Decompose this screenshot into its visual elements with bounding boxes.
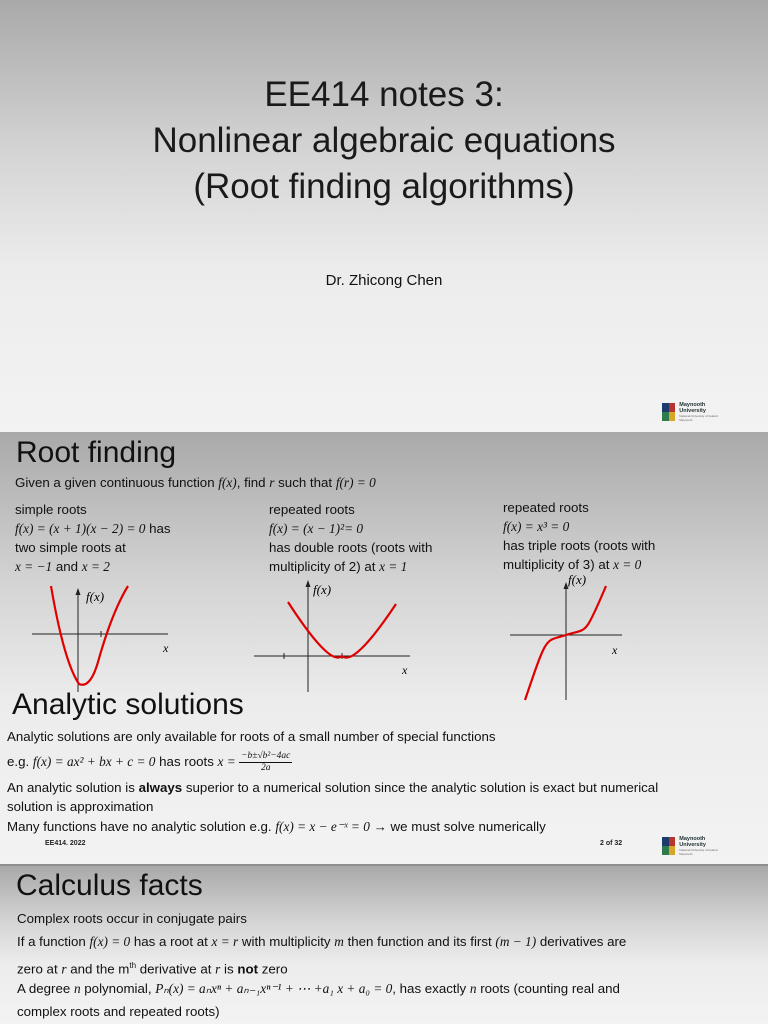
fact-line-1: Complex roots occur in conjugate pairs bbox=[17, 911, 247, 926]
l2b: f(x) = 0 bbox=[89, 934, 131, 949]
intro-eq: f(r) = 0 bbox=[335, 475, 376, 490]
line3-c: superior to a numerical solution since the analytic solution is exact but numerical bbox=[182, 780, 659, 795]
l2g: then function and its first bbox=[343, 934, 496, 949]
line3-a: An analytic solution is bbox=[7, 780, 139, 795]
title-line-2: Nonlinear algebraic equations bbox=[152, 121, 616, 160]
col3-root: x = 0 bbox=[613, 557, 642, 572]
title-line-3: (Root finding algorithms) bbox=[193, 167, 575, 206]
col2-multiplicity: multiplicity of 2) at bbox=[269, 559, 380, 574]
col3-multiplicity: multiplicity of 3) at bbox=[503, 557, 614, 572]
l4b: n bbox=[73, 981, 81, 996]
crest-icon bbox=[662, 403, 675, 421]
always-bold: always bbox=[138, 780, 183, 795]
l2e: with multiplicity bbox=[238, 934, 335, 949]
col3-line3: has triple roots (roots with bbox=[503, 538, 656, 553]
footer-page: 2 of 32 bbox=[600, 840, 623, 847]
logo-text-1: Maynooth bbox=[679, 402, 706, 408]
l4c: polynomial, bbox=[80, 981, 156, 996]
fact-line-3 bbox=[17, 956, 288, 978]
col2-root: x = 1 bbox=[379, 559, 408, 574]
fact-line-5: complex roots and repeated roots) bbox=[17, 1004, 220, 1019]
xlabel-2: x bbox=[402, 663, 408, 677]
fact-line-2 bbox=[17, 932, 626, 951]
quadratic-eq: f(x) = ax² + bx + c = 0 bbox=[32, 754, 156, 770]
crest-icon bbox=[662, 837, 675, 855]
l3i: zero bbox=[258, 961, 288, 977]
l2f: m bbox=[334, 934, 344, 949]
y-axis-arrow bbox=[76, 588, 81, 595]
analytic-line-4: solution is approximation bbox=[7, 799, 154, 814]
university-logo bbox=[662, 402, 718, 422]
col1-line3: two simple roots at bbox=[15, 540, 126, 555]
slide-title bbox=[0, 72, 768, 210]
intro-fx: f(x) bbox=[218, 475, 237, 490]
l4f: n bbox=[469, 981, 477, 996]
author-name: Dr. Zhicong Chen bbox=[325, 272, 443, 289]
analytic-line-3 bbox=[7, 778, 658, 797]
col3-eq: f(x) = x³ = 0 bbox=[503, 519, 570, 534]
col2-heading: repeated roots bbox=[269, 502, 355, 517]
x-equals: x = bbox=[217, 754, 240, 770]
xlabel-3: x bbox=[612, 643, 618, 657]
l3b: r bbox=[61, 961, 67, 977]
col2-line3: has double roots (roots with bbox=[269, 540, 433, 555]
graph-double-root bbox=[254, 580, 410, 692]
ylabel-1: f(x) bbox=[86, 589, 105, 604]
col2-eq: f(x) = (x − 1)²= 0 bbox=[269, 521, 364, 536]
curve-double bbox=[288, 602, 396, 658]
col1-root2: x = 2 bbox=[81, 559, 110, 574]
line5-eq: f(x) = x − e⁻ˣ = 0 bbox=[275, 819, 370, 834]
l4g: roots (counting real and bbox=[476, 981, 620, 996]
analytic-line-1: Analytic solutions are only available for roots of a small number of special functions bbox=[7, 729, 496, 744]
line5-c: → we must solve numerically bbox=[369, 819, 546, 834]
l2h: (m − 1) bbox=[495, 934, 537, 949]
university-logo bbox=[662, 836, 718, 856]
analytic-line-5 bbox=[7, 817, 546, 836]
intro-line bbox=[15, 473, 376, 492]
has-roots: has roots bbox=[155, 754, 218, 770]
polynomial-eq: Pₙ(x) = aₙxⁿ + aₙ₋₁xⁿ⁻¹ + ⋯ +a₁ x + a₀ = 0 bbox=[155, 981, 393, 996]
col1-and: and bbox=[52, 559, 82, 574]
l3a: zero at bbox=[17, 961, 62, 977]
l4e: , has exactly bbox=[392, 981, 470, 996]
footer-course: EE414. 2022 bbox=[45, 840, 86, 847]
l3e: derivative at bbox=[136, 961, 216, 977]
not-bold: not bbox=[237, 961, 259, 977]
logo-text-2: University bbox=[679, 842, 706, 848]
l2i: derivatives are bbox=[536, 934, 627, 949]
formula-numerator: −b±√b²−4ac bbox=[241, 751, 291, 761]
eg-label: e.g. bbox=[7, 754, 33, 770]
intro-r: r bbox=[269, 475, 275, 490]
l2d: x = r bbox=[211, 934, 239, 949]
slide-heading: Calculus facts bbox=[16, 869, 203, 902]
intro-text: Given a given continuous function bbox=[15, 475, 219, 490]
logo-text-3: National University of Ireland Maynooth bbox=[679, 414, 718, 422]
logo-text-2: University bbox=[679, 408, 706, 414]
col1-eq: f(x) = (x + 1)(x − 2) = 0 bbox=[15, 521, 146, 536]
root-finding-slide bbox=[0, 432, 768, 864]
l3g: is bbox=[220, 961, 238, 977]
graph-simple-roots bbox=[32, 586, 169, 692]
col3-heading: repeated roots bbox=[503, 500, 589, 515]
formula-denominator: 2a bbox=[260, 763, 271, 773]
title-slide bbox=[0, 0, 768, 432]
line5-a: Many functions have no analytic solution e.g. bbox=[7, 819, 276, 834]
l2a: If a function bbox=[17, 934, 90, 949]
l2c: has a root at bbox=[130, 934, 212, 949]
l4a: A degree bbox=[17, 981, 74, 996]
fact-line-4 bbox=[17, 979, 620, 998]
quadratic-formula bbox=[239, 751, 292, 774]
col2-equation bbox=[269, 519, 363, 538]
logo-text-1: Maynooth bbox=[679, 836, 706, 842]
l3f: r bbox=[215, 961, 221, 977]
col1-heading: simple roots bbox=[15, 502, 87, 517]
col1-equation bbox=[15, 519, 171, 538]
title-line-1: EE414 notes 3: bbox=[264, 75, 504, 114]
l3c: and the m bbox=[66, 961, 130, 977]
ylabel-2: f(x) bbox=[313, 582, 332, 597]
ylabel-3: f(x) bbox=[568, 572, 587, 587]
xlabel-1: x bbox=[163, 641, 169, 655]
y-axis-arrow bbox=[306, 580, 311, 587]
logo-text-3: National University of Ireland Maynooth bbox=[679, 848, 718, 856]
l3d: th bbox=[129, 961, 137, 970]
col3-equation bbox=[503, 517, 569, 536]
analytic-line-2 bbox=[7, 751, 292, 774]
intro-text-3: such that bbox=[274, 475, 336, 490]
intro-text-2: , find bbox=[236, 475, 270, 490]
col1-eq-suffix: has bbox=[145, 521, 171, 536]
calculus-facts-slide bbox=[0, 866, 768, 1024]
col1-root1: x = −1 bbox=[15, 559, 53, 574]
graph-triple-root bbox=[510, 572, 622, 700]
function-graphs bbox=[0, 572, 768, 702]
analytic-heading: Analytic solutions bbox=[12, 688, 244, 721]
slide-heading: Root finding bbox=[16, 436, 177, 469]
